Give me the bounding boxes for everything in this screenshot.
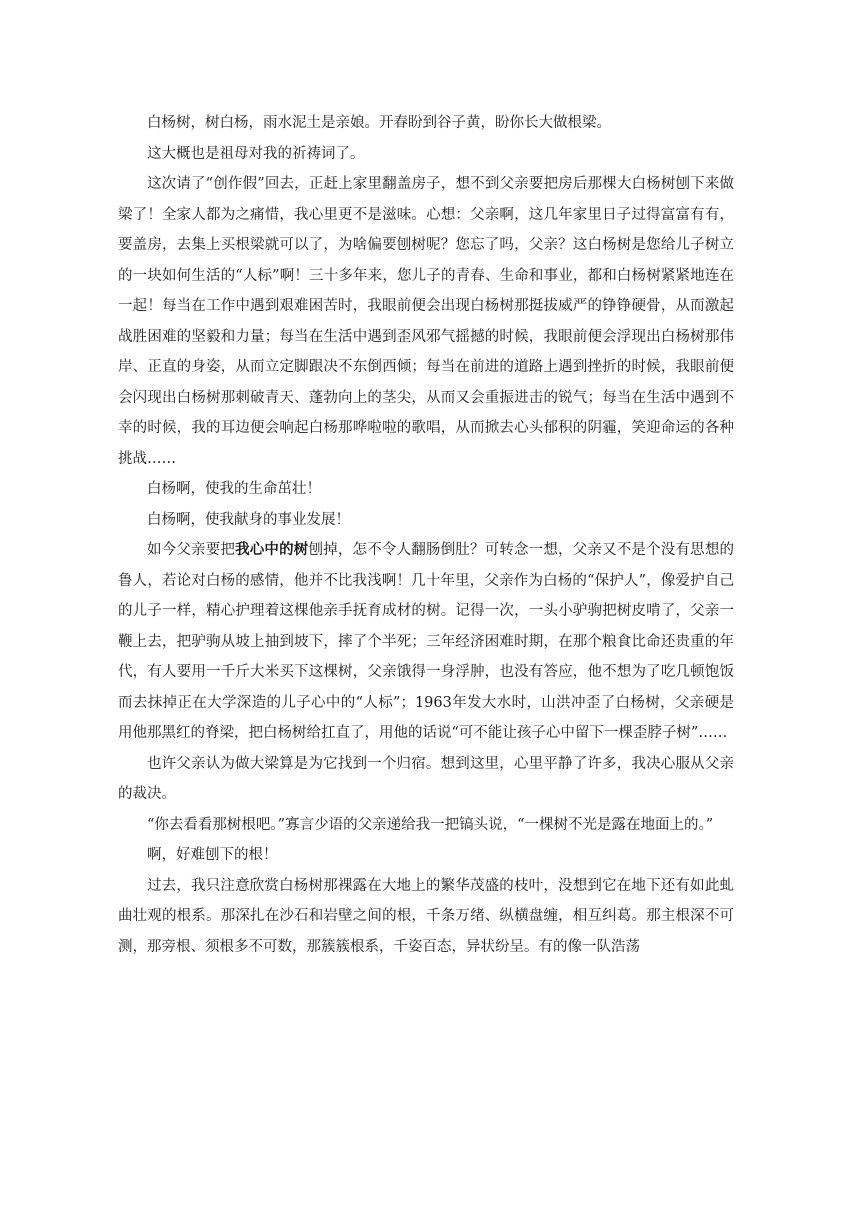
- paragraph: 白杨啊，使我的生命茁壮！: [147, 481, 321, 497]
- paragraph: 白杨啊，使我献身的事业发展！: [147, 511, 350, 528]
- paragraph: “你去看看那树根吧。”寡言少语的父亲递给我一把镐头说，“一棵树不光是露在地面上的。”: [147, 816, 714, 833]
- paragraph: 过去，我只注意欣赏白杨树那裸露在大地上的繁华茂盛的枝叶，没想到它在地下还有如此虬曲壮观的根系。那深扎在沙石和岩壁之间的根，千条万绪、纵横盘缠，相互纠葛。那主根深不可测，那旁根、须根多不可数，那簇簇根系，千姿百态，异状纷呈。有的像一队浩荡: [118, 877, 734, 955]
- paragraph: 这大概也是祖母对我的祈祷词了。: [147, 145, 365, 162]
- document-page: [118, 108, 734, 962]
- paragraph-text-segment: 如今父亲要把: [147, 542, 236, 558]
- paragraph: 这次请了“创作假”回去，正赶上家里翻盖房子，想不到父亲要把房后那棵大白杨树刨下来做梁了！全家人都为之痛惜，我心里更不是滋味。心想：父亲啊，这几年家里日子过得富富有有，要盖房，去集上买根梁就可以了，为啥偏要刨树呢？您忘了吗，父亲？这白杨树是您给儿子树立的一块如何生活的“人标”啊！三十多年来，您儿子的青春、生命和事业，都和白杨树紧紧地连在一起！每当在工作中遇到艰难困苦时，我眼前便会出现白杨树那挺拔威严的铮铮硬骨，从而激起战胜困难的坚毅和力量；每当在生活中遇到歪风邪气摇撼的时候，我眼前便会浮现出白杨树那伟岸、正直的身姿，从而立定脚跟决不东倒西倾；每当在前进的道路上遇到挫折的时候，我眼前便会闪现出白杨树那刺破青天、蓬勃向上的茎尖，从而又会重振进击的锐气；每当在生活中遇到不幸的时候，我的耳边便会响起白杨那哗啦啦的歌唱，从而掀去心头郁积的阴霾，笑迎命运的各种挑战……: [118, 176, 734, 467]
- paragraph: 也许父亲认为做大梁算是为它找到一个归宿。想到这里，心里平静了许多，我决心服从父亲的裁决。: [118, 755, 734, 802]
- bold-phrase: 我心中的树: [235, 541, 309, 558]
- paragraph: 啊，好难刨下的根！: [147, 847, 278, 863]
- paragraph: 白杨树，树白杨，雨水泥土是亲娘。开春盼到谷子黄，盼你长大做根梁。: [147, 115, 611, 131]
- paragraph-text-segment: 刨掉，怎不令人翻肠倒肚？可转念一想，父亲又不是个没有思想的鲁人，若论对白杨的感情，他并不比我浅啊！几十年里，父亲作为白杨的“保护人”，像爱护自己的儿子一样，精心护理着这棵他亲手抚育成材的树。记得一次，一头小驴驹把树皮啃了，父亲一鞭上去，把驴驹从坡上抽到坡下，摔了个半死；三年经济困难时期，在那个粮食比命还贵重的年代，有人要用一千斤大米买下这棵树，父亲饿得一身浮肿，也没有答应，他不想为了吃几顿饱饭而去抹掉正在大学深造的儿子心中的“人标”；1963年发大水时，山洪冲歪了白杨树，父亲硬是用他那黑红的脊梁，把白杨树给扛直了，用他的话说“可不能让孩子心中留下一棵歪脖子树”……: [118, 542, 735, 741]
- paragraph: [118, 535, 734, 749]
